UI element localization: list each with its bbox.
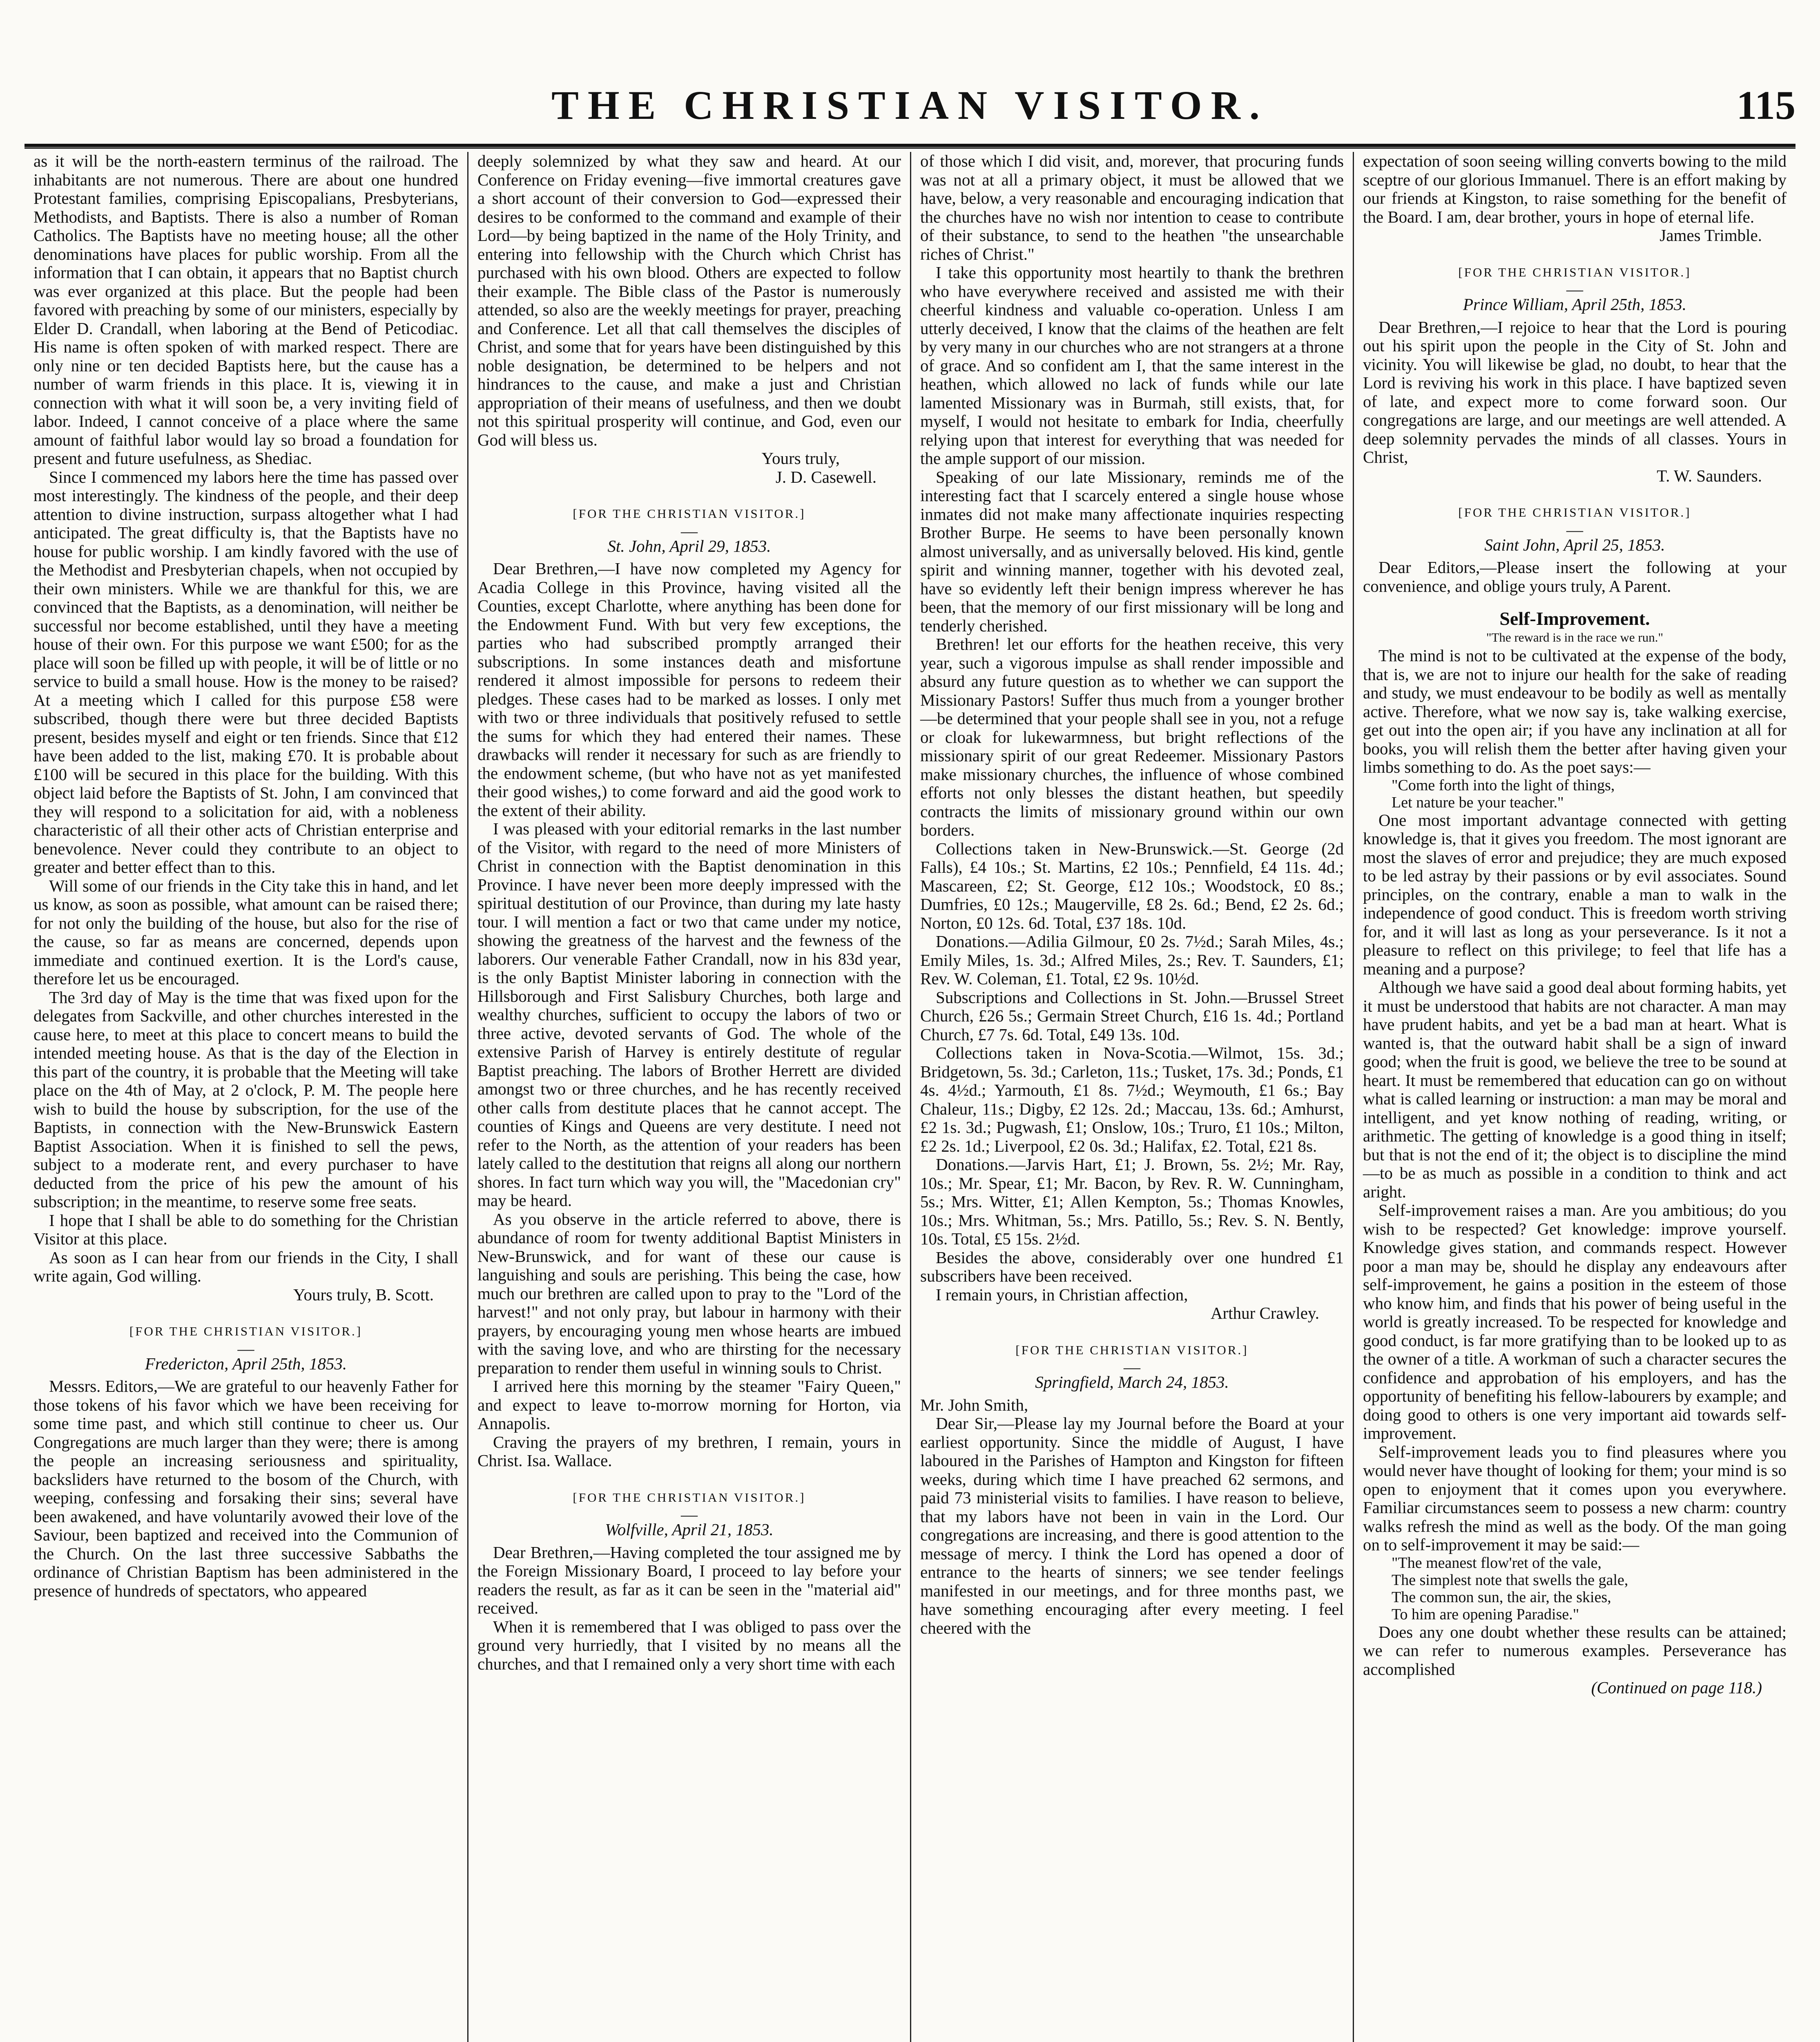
section-header: [FOR THE CHRISTIAN VISITOR.]: [1458, 265, 1691, 279]
dateline: Saint John, April 25, 1853.: [1484, 535, 1665, 554]
paragraph: Dear Brethren,—I have now completed my Agency for Acadia College in this Province, having visited all the Counties, except Charlotte, where anything has been done for the Endowment Fund. With but very few exceptions, the parties who had subscribed promptly arranged their subscriptions. In some instances death and misfortune rendered it almost impossible for persons to redeem their pledges. These cases had to be marked as losses. I only met with two or three individuals that positively refused to settle the sums for which they had entered their names. These drawbacks will render it necessary for such as are friendly to the endowment scheme, (but who have not as yet manifested their good wishes,) to come forward and aid the good work to the extent of their ability.: [477, 559, 901, 820]
paragraph: I take this opportunity most heartily to thank the brethren who have everywhere received and assisted me with their cheerful kindness and valuable co-operation. Unless I am utterly deceived, I know that the claims of the heathen are felt by very many in our churches who are not strangers at a throne of grace. And so confident am I, that the same interest in the heathen, which allowed no lack of funds while our late lamented Missionary was in Burmah, still exists, that, for myself, I would not hesitate to embark for India, cheerfully relying upon that interest for everything that was needed for the ample support of our mission.: [920, 263, 1344, 468]
paragraph: Brethren! let our efforts for the heathen receive, this very year, such a vigorous impulse as shall render impossible and absurd any future question as to whether we can support the Missionary Pastors! Suffer thus much from a younger brother—be determined that your people shall see in you, not a refuge or cloak for lukewarmness, but bright reflections of the missionary spirit of our great Redeemer. Missionary Pastors make missionary churches, the influence of whose combined efforts not only blesses the distant heathen, but speedily contracts the limits of missionary ground within our own borders.: [920, 635, 1344, 839]
donations-list: Donations.—Jarvis Hart, £1; J. Brown, 5s. 2½; Mr. Ray, 10s.; Mr. Spear, £1; Mr. Bacon, by Rev. R. W. Cunningham, 5s.; Mrs. Witter, £1; Allen Kempton, 5s.; Thomas Knowles, 10s.; Mrs. Whitman, 5s.; Mrs. Patillo, 5s.; Rev. S. N. Bently, 10s. Total, £5 15s. 2½d.: [920, 1155, 1344, 1248]
dateline: Springfield, March 24, 1853.: [1035, 1373, 1229, 1391]
paragraph: Dear Editors,—Please insert the following at your convenience, and oblige yours truly, A Parent.: [1363, 558, 1787, 595]
paragraph: I remain yours, in Christian affection,: [936, 1285, 1188, 1304]
separator-dash: —: [681, 521, 698, 540]
signature: Arthur Crawley.: [1210, 1304, 1319, 1322]
masthead-rule: [25, 144, 1795, 149]
collections-list: Collections taken in New-Brunswick.—St. George (2d Falls), £4 10s.; St. Martins, £2 10s.; Pennfield, £4 11s. 4d.; Mascareen, £2; St. George, £12 10s.; Woodstock, £0 8s.; Dumfries, £0 12s.; Maugerville, £8 2s. 6d.; Bend, £2 2s. 6d.; Norton, £0 12s. 6d. Total, £37 18s. 10d.: [920, 839, 1344, 932]
paragraph: Self-improvement leads you to find pleasures where you would never have thought of looking for them; your mind is so open to enjoyment that it comes upon you everywhere. Familiar circumstances seem to possess a new charm: country walks refresh the mind as well as the body. Of the man going on to self-improvement it may be said:—: [1363, 1442, 1787, 1554]
signature-closing: Yours truly,: [761, 449, 840, 468]
signature: Yours truly, B. Scott.: [293, 1285, 434, 1304]
paragraph: deeply solemnized by what they saw and heard. At our Conference on Friday evening—five immortal creatures gave a short account of their conversion to God—expressed their desires to be conformed to the command and example of their Lord—by being baptized in the name of the Holy Trinity, and entering into fellowship with the Church which Christ has purchased with his own blood. Others are expected to follow their example. The Bible class of the Pastor is numerously attended, so also are the weekly meetings for prayer, preaching and Conference. Let all that call themselves the disciples of Christ, and some that for years have been distinguished by this noble designation, be determined to be helpers and not hindrances to the cause, and make a just and Christian appropriation of their means of usefulness, and then we doubt not this spiritual prosperity will continue, and God, even our God will bless us.: [477, 152, 901, 449]
verse-line: "Come forth into the light of things,: [1392, 776, 1615, 794]
column-4: [1353, 152, 1795, 2042]
signature: J. D. Casewell.: [775, 467, 877, 486]
section-header: [FOR THE CHRISTIAN VISITOR.]: [129, 1324, 363, 1338]
section-header: [FOR THE CHRISTIAN VISITOR.]: [573, 1490, 806, 1505]
paragraph: I hope that I shall be able to do something for the Christian Visitor at this place.: [33, 1210, 458, 1248]
paragraph: As soon as I can hear from our friends in the City, I shall write again, God willing.: [33, 1248, 458, 1285]
collections-list: Collections taken in Nova-Scotia.—Wilmot, 15s. 3d.; Bridgetown, 5s. 3d.; Carleton, 11s.; Tusket, 17s. 3d.; Ponds, £1 4s. 4½d.; Yarmouth, £1 8s. 7½d.; Weymouth, £1 6s.; Bay Chaleur, 11s.; Digby, £2 12s. 2d.; Maccau, 13s. 6d.; Amhurst, £2 1s. 3d.; Pugwash, £1; Onslow, 10s.; Truro, £1 10s.; Milton, £2 2s. 1d.; Liverpool, £2 0s. 3d.; Halifax, £2. Total, £21 8s.: [920, 1043, 1344, 1155]
column-1: [25, 152, 467, 2042]
epigraph: "The reward is in the race we run.": [1486, 630, 1664, 644]
paragraph: as it will be the north-eastern terminus of the railroad. The inhabitants are not numerous. There are about one hundred Protestant families, comprising Episcopalians, Presbyterians, Methodists, and Baptists. There is also a number of Roman Catholics. The Baptists have no meeting house; all the other denominations have places for public worship. From all the information that I can obtain, it appears that no Baptist church was ever organized at this place. But the people had been favored with preaching by some of our ministers, especially by Elder D. Crandall, when laboring at the Bend of Peticodiac. His name is often spoken of with marked respect. There are only nine or ten decided Baptists here, but the cause has a number of warm friends in this place. It is, viewing it in connection with what it will soon be, a very inviting field of labor. Indeed, I cannot conceive of a place where the same amount of faithful labor would lay so broad a foundation for present and future usefulness, as Shediac.: [33, 152, 458, 468]
verse-line: The simplest note that swells the gale,: [1392, 1571, 1628, 1589]
paragraph: Besides the above, considerably over one hundred £1 subscribers have been received.: [920, 1248, 1344, 1285]
paragraph: Since I commenced my labors here the time has passed over most interestingly. The kindness of the people, and their deep attention to divine instruction, surpass altogether what I had anticipated. The great difficulty is, that the Baptists have no house for public worship. I am kindly favored with the use of the Methodist and Presbyterian chapels, when not occupied by their own ministers. While we are thankful for this, we are convinced that the Baptists, as a denomination, will neither be successful nor become established, until they have a meeting house of their own. For this purpose we want £500; for as the place will soon be filled up with people, it will be of little or no service to build a small house. How is the money to be raised? At a meeting which I called for this purpose £58 were subscribed, though there were but three decided Baptists present, besides myself and eight or ten friends. Since that £12 have been added to the list, making £70. It is probable about £100 will be secured in this place for the building. With this object laid before the Baptists of St. John, I am convinced that they will respond to a solicitation for aid, with a nobleness characteristic of all their other acts of Christian enterprise and benevolence. Never could they contribute to an object to greater and better effect than to this.: [33, 467, 458, 876]
column-2: [467, 152, 910, 2042]
paragraph: I was pleased with your editorial remarks in the last number of the Visitor, with regard to the need of more Ministers of Christ in connection with the Baptist denomination in this Province. I have never been more deeply impressed with the spiritual destitution of our Province, than during my late hasty tour. I will mention a fact or two that came under my notice, showing the greatness of the harvest and the fewness of the laborers. Our venerable Father Crandall, now in his 83d year, is the only Baptist Minister laboring in connection with the Hillsborough and First Salisbury Churches, both large and wealthy churches, sufficient to occupy the labors of two or three active, devoted servants of God. The whole of the extensive Parish of Harvey is entirely destitute of regular Baptist preaching. The labors of Brother Herrett are divided amongst two or three churches, and he has recently received other calls from destitute places that he cannot accept. The counties of Kings and Queens are very destitute. I need not refer to the North, as the attention of your readers has been lately called to the destitution that reigns all along our northern shores. In fact turn which way you will, the "Macedonian cry" may be heard.: [477, 819, 901, 1210]
separator-dash: —: [237, 1339, 254, 1358]
separator-dash: —: [1124, 1358, 1140, 1376]
paragraph: I arrived here this morning by the steamer "Fairy Queen," and expect to leave to-morrow morning for Horton, via Annapolis.: [477, 1377, 901, 1433]
paragraph: Dear Brethren,—I rejoice to hear that the Lord is pouring out his spirit upon the people in the City of St. John and vicinity. You will likewise be glad, no doubt, to hear that the Lord is reviving his work in this place. I have baptized seven of late, and expect more to come forward soon. Our congregations are large, and our meetings are well attended. A deep solemnity pervades the minds of all classes. Yours in Christ,: [1363, 317, 1787, 466]
separator-dash: —: [1566, 280, 1583, 299]
paragraph: expectation of soon seeing willing converts bowing to the mild sceptre of our glorious Immanuel. There is an effort making by our friends at Kingston, to raise something for the benefit of the Board. I am, dear brother, yours in hope of eternal life.: [1363, 152, 1787, 226]
verse-line: The common sun, the air, the skies,: [1392, 1588, 1611, 1606]
paragraph: When it is remembered that I was obliged to pass over the ground very hurriedly, that I visited by no means all the churches, and that I remained only a very short time with each: [477, 1617, 901, 1673]
section-header: [FOR THE CHRISTIAN VISITOR.]: [573, 506, 806, 521]
subscriptions-list: Subscriptions and Collections in St. John.—Brussel Street Church, £26 5s.; Germain Street Church, £16 1s. 4d.; Portland Church, £7 7s. 6d. Total, £49 13s. 10d.: [920, 988, 1344, 1044]
section-header: [FOR THE CHRISTIAN VISITOR.]: [1015, 1342, 1249, 1357]
continued-note: (Continued on page 118.): [1591, 1678, 1762, 1697]
separator-dash: —: [681, 1505, 698, 1524]
paragraph: Dear Brethren,—Having completed the tour assigned me by the Foreign Missionary Board, I proceed to lay before your readers the result, as far as it can be seen in the "material aid" received.: [477, 1543, 901, 1617]
paragraph: Craving the prayers of my brethren, I remain, yours in Christ. Isa. Wallace.: [477, 1432, 901, 1470]
paragraph: Although we have said a good deal about forming habits, yet it must be understood that habits are not character. A man may have prudent habits, and yet be a bad man at heart. What is wanted is, that the outward habit shall be a sign of inward good; when the fruit is good, we believe the tree to be sound at heart. It must be remembered that education can go on without what is called learning or instruction: a man may be moral and intelligent, and yet know nothing of reading, writing, or arithmetic. The getting of knowledge is a good thing in itself; but that is not the end of it; the object is to discipline the mind—to be as much as possible in a condition to think and act aright.: [1363, 978, 1787, 1201]
columns: [25, 152, 1795, 2042]
paragraph: Messrs. Editors,—We are grateful to our heavenly Father for those tokens of his favor which we have been receiving for some time past, and which still continue to cheer us. Our Congregations are much larger than they were; there is among the people an increasing seriousness and spirituality, backsliders have returned to the bosom of the Church, with weeping, confessing and forsaking their sins; several have been awakened, and have voluntarily avowed their love of the Saviour, been baptized and received into the Communion of the Church. On the last three successive Sabbaths the ordinance of Christian Baptism has been administered in the presence of hundreds of spectators, who appeared: [33, 1377, 458, 1600]
donations-list: Donations.—Adilia Gilmour, £0 2s. 7½d.; Sarah Miles, 4s.; Emily Miles, 1s. 3d.; Alfred Miles, 2s.; Rev. T. Saunders, £1; Rev. W. Coleman, £1. Total, £2 9s. 10½d.: [920, 932, 1344, 988]
dateline: Prince William, April 25th, 1853.: [1463, 295, 1687, 314]
paragraph: The 3rd day of May is the time that was fixed upon for the delegates from Sackville, and other churches interested in the cause here, to meet at this place to concert means to build the intended meeting house. As that is the day of the Election in this part of the country, it is probable that the Meeting will take place on the 4th of May, at 2 o'clock, P. M. The people here wish to build the house by subscription, for the use of the Baptists, in connection with the New-Brunswick Eastern Baptist Association. When it is finished to sell the pews, subject to a moderate rent, and every purchaser to have deducted from the price of his pew the amount of his subscription; in the meantime, to reserve some free seats.: [33, 988, 458, 1211]
paragraph: Self-improvement raises a man. Are you ambitious; do you wish to be respected? Get knowledge: improve yourself. Knowledge gives station, and commands respect. However poor a man may be, should he display any endeavours after self-improvement, he gains a position in the esteem of those who know him, and finds that his power of being useful in the world is greatly increased. To be respected for knowledge and good conduct, is far more gratifying than to be looked up to as the owner of a title. A workman of such a character secures the confidence and approbation of his employers, and has the opportunity of benefiting his fellow-labourers by example; and doing good to others is one very important aid towards self-improvement.: [1363, 1201, 1787, 1442]
essay-title: Self-Improvement.: [1499, 608, 1650, 629]
paragraph: One most important advantage connected with getting knowledge is, that it gives you freedom. The most ignorant are most the slaves of error and prejudice; they are much exposed to be led astray by their passions or by evil associates. Sound principles, on the contrary, enable a man to walk in the independence of good conduct. This is freedom worth striving for, and it will last as long as your perseverance. Is it not a pleasure to reflect on this privilege; to feel that life has a meaning and a purpose?: [1363, 810, 1787, 978]
paragraph: of those which I did visit, and, morever, that procuring funds was not at all a primary object, it must be allowed that we have, below, a very reasonable and encouraging indication that the churches have no wish nor intention to cease to contribute of their substance, to send to the heathen "the unsearchable riches of Christ.": [920, 152, 1344, 263]
paragraph: As you observe in the article referred to above, there is abundance of room for twenty additional Baptist Ministers in New-Brunswick, and for want of these our cause is languishing and souls are perishing. This being the case, how much our brethren are called upon to pray to the "Lord of the harvest!" and not only pray, but labour in harmony with their prayers, by encouraging young men whose hearts are imbued with the saving love, and who are thirsting for the necessary preparation to render them useful in winning souls to Christ.: [477, 1209, 901, 1377]
page-number: 115: [1736, 82, 1795, 128]
signature: James Trimble.: [1659, 226, 1762, 245]
paragraph: Dear Sir,—Please lay my Journal before the Board at your earliest opportunity. Since the middle of August, I have laboured in the Parishes of Hampton and Kingston for fifteen weeks, during which time I have preached 62 sermons, and paid 73 ministerial visits to families. I have reason to believe, that my labors have not been in vain in the Lord. Our congregations are increasing, and there is good attention to the message of mercy. I think the Lord has opened a door of entrance to the hearts of sinners; we see tender feelings manifested in our meetings, and for three months past, we have something encouraging after every meeting. I feel cheered with the: [920, 1414, 1344, 1637]
separator-dash: —: [1566, 520, 1583, 539]
dateline: Wolfville, April 21, 1853.: [605, 1520, 774, 1539]
dateline: Fredericton, April 25th, 1853.: [145, 1354, 347, 1373]
salutation: Mr. John Smith,: [920, 1395, 1028, 1414]
verse-line: To him are opening Paradise.": [1392, 1605, 1579, 1623]
paragraph: Does any one doubt whether these results can be attained; we can refer to numerous examples. Perseverance has accomplished: [1363, 1622, 1787, 1679]
dateline: St. John, April 29, 1853.: [607, 536, 771, 555]
verse-line: "The meanest flow'ret of the vale,: [1392, 1554, 1602, 1572]
signature: T. W. Saunders.: [1657, 466, 1762, 485]
masthead: [25, 78, 1795, 139]
column-3: [910, 152, 1353, 2042]
verse-line: Let nature be your teacher.": [1392, 794, 1564, 811]
section-header: [FOR THE CHRISTIAN VISITOR.]: [1458, 505, 1691, 519]
masthead-title: THE CHRISTIAN VISITOR.: [551, 82, 1269, 128]
paragraph: Speaking of our late Missionary, reminds me of the interesting fact that I scarcely entered a single house whose inmates did not make many affectionate inquiries respecting Brother Burpe. He seems to have been personally known almost universally, and as universally beloved. His kind, gentle spirit and winning manner, together with his devoted zeal, have so evidently left their benign impress wherever he has been, that the memory of our first missionary will be long and tenderly cherished.: [920, 467, 1344, 635]
paragraph: Will some of our friends in the City take this in hand, and let us know, as soon as possible, what amount can be raised there; for not only the building of the house, but also for the rise of the cause, so far as means are concerned, depends upon immediate and continued exertion. It is the Lord's cause, therefore let us be encouraged.: [33, 876, 458, 988]
paragraph: The mind is not to be cultivated at the expense of the body, that is, we are not to injure our health for the sake of reading and study, we must endeavour to be bodily as well as mentally active. Therefore, what we now say is, take walking exercise, get out into the open air; if you have any inclination at all for books, you will relish them the better after having given your limbs something to do. As the poet says:—: [1363, 646, 1787, 776]
